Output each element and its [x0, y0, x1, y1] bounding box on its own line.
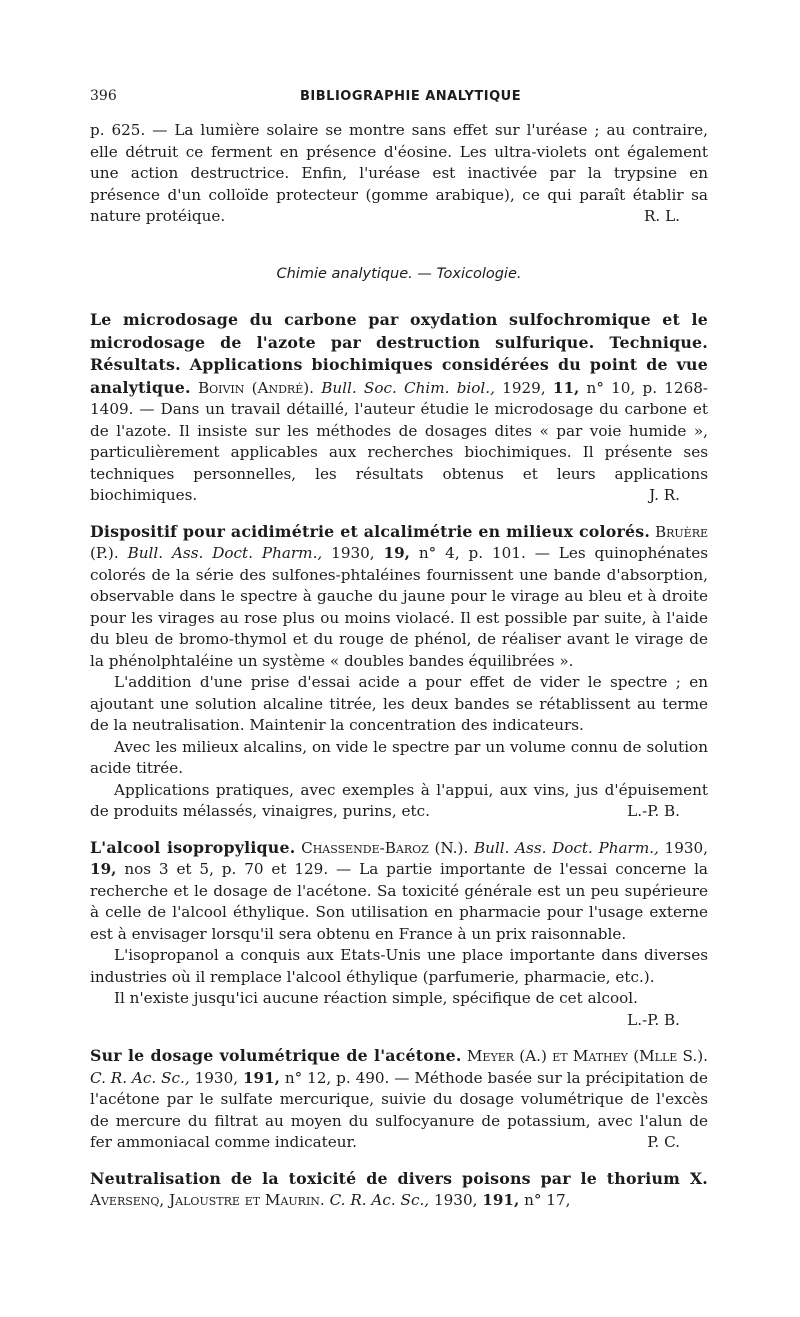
issue-pages: n° 17,: [524, 1191, 571, 1209]
publication-year: 1930,: [664, 838, 709, 857]
abstract-paragraph: Avec les milieux alcalins, on vide le spectre par un volume connu de solution acide titrée.: [90, 737, 708, 777]
volume-number: 191,: [242, 1068, 280, 1087]
volume-number: 11,: [552, 378, 580, 397]
issue-pages: n° 4, p. 101. —: [418, 544, 550, 562]
abstract-text: [90, 837, 708, 946]
volume-number: 19,: [90, 860, 117, 878]
journal-name: Bull. Ass. Doct. Pharm.,: [473, 838, 659, 857]
publication-year: 1929,: [502, 378, 546, 397]
continuation-signature: R. L.: [643, 207, 680, 225]
section-title: Chimie analytique. — Toxicologie.: [276, 265, 522, 282]
abstract-body: Les quinophénates colorés de la série des sulfones-phtaléines fournissent une bande d'absorption, observable dans le spectre à gauche du jaune pour le virage au bleu et à droite pour les virages au rose plus ou moins violacé. Il est possible par suite, à l'aide du bleu de bromo-thymol et du rouge de phénol, de réaliser avant le virage de la phénolphtaléine un système « doubles bandes équilibrées ».: [90, 544, 709, 670]
abstract-entry: [90, 837, 708, 1032]
page: [90, 86, 708, 1226]
abstract-text: [90, 1045, 708, 1154]
abstract-title: Sur le dosage volumétrique de l'acétone.: [90, 1046, 462, 1065]
publication-year: 1930,: [194, 1068, 239, 1087]
issue-pages: nos 3 et 5, p. 70 et 129. —: [124, 860, 352, 878]
abstract-signature: J. R.: [649, 486, 680, 504]
abstract-text: [90, 521, 708, 673]
abstract-entry: [90, 1168, 708, 1212]
abstract-body: Méthode basée sur la précipitation de l'acétone par le sulfate mercurique, suivie du dosage volumétrique de l'excès de mercure du filtrat au moyen du sulfocyanure de potassium, avec l'alun de fer ammoniacal comme indicateur.: [90, 1068, 709, 1151]
abstract-author: Bruère (P.).: [90, 522, 709, 562]
abstract-title: L'alcool isopropylique.: [90, 837, 296, 857]
abstract-paragraph-last: [90, 780, 708, 823]
volume-number: 191,: [482, 1191, 520, 1209]
publication-year: 1930,: [433, 1191, 478, 1209]
abstract-entry: [90, 521, 708, 823]
abstract-title: Dispositif pour acidimétrie et alcalimétrie en milieux colorés.: [90, 521, 651, 541]
page-header: [90, 86, 708, 108]
abstract-signature: P. C.: [647, 1133, 680, 1151]
abstract-text: [90, 309, 708, 507]
journal-name: Bull. Ass. Doct. Pharm.,: [127, 544, 323, 562]
issue-pages: n° 12, p. 490. —: [284, 1068, 410, 1087]
continuation-paragraph: [90, 120, 708, 228]
abstract-title: Le microdosage du carbone par oxydation sulfochromique et le microdosage de l'azote par destruction sulfurique. Technique. Résultats. Applications biochimiques considérées du point de vue analytique.: [90, 310, 708, 397]
abstract-entry: [90, 309, 708, 507]
abstract-entry: [90, 1045, 708, 1154]
abstract-author: Boivin (André).: [197, 378, 314, 397]
volume-number: 19,: [383, 544, 410, 562]
continuation-text: p. 625. — La lumière solaire se montre sans effet sur l'uréase ; au contraire, elle détruit ce ferment en présence d'éosine. Les ultra-violets ont également une action destructrice. Enfin, l'uréase est inactivée par la trypsine en présence d'un colloïde protecteur (gomme arabique), ce qui paraît établir sa nature protéique.: [90, 121, 708, 225]
abstract-paragraph: L'isopropanol a conquis aux Etats-Unis une place importante dans diverses industries où il remplace l'alcool éthylique (parfumerie, pharmacie, etc.).: [90, 946, 708, 986]
abstract-author: Meyer (A.) et Mathey (Mlle S.).: [466, 1047, 709, 1065]
abstract-signature: L.-P. B.: [627, 802, 680, 820]
abstract-title: Neutralisation de la toxicité de divers poisons par le thorium X.: [90, 1168, 708, 1188]
abstract-author: Chassende-Baroz (N.).: [301, 838, 469, 857]
abstract-body: Dans un travail détaillé, l'auteur étudie le microdosage du carbone et de l'azote. Il insiste sur les méthodes de dosages dites « par voie humide », particulièrement applicables aux recherches biochimiques. Il présente ses techniques personnelles, les résultats obtenus et leurs applications biochimiques.: [90, 400, 708, 504]
issue-pages: n° 10, p. 1268-1409. —: [90, 378, 709, 418]
journal-name: C. R. Ac. Sc.,: [329, 1191, 430, 1209]
abstract-body: La partie importante de l'essai concerne la recherche et le dosage de l'acétone. Sa toxicité générale est un peu supérieure à celle de l'alcool éthylique. Son utilisation en pharmacie pour l'usage externe est à envisager lorsqu'il sera obtenu en France à un prix raisonnable.: [90, 860, 708, 943]
page-number: 396: [90, 88, 117, 104]
abstract-author: Aversenq, Jaloustre et Maurin.: [90, 1191, 325, 1209]
abstract-signature-line: [90, 1010, 708, 1032]
abstract-paragraph-text: Applications pratiques, avec exemples à l'appui, aux vins, jus d'épuisement de produits mélassés, vinaigres, purins, etc.: [90, 780, 708, 820]
running-title: BIBLIOGRAPHIE ANALYTIQUE: [300, 89, 522, 104]
publication-year: 1930,: [331, 544, 375, 562]
abstract-paragraph: L'addition d'une prise d'essai acide a pour effet de vider le spectre ; en ajoutant une solution alcaline titrée, les deux bandes se rétablissent au terme de la neutralisation. Maintenir la concentration des indicateurs.: [90, 673, 708, 734]
journal-name: C. R. Ac. Sc.,: [90, 1068, 190, 1087]
journal-name: Bull. Soc. Chim. biol.,: [321, 378, 495, 397]
abstract-signature: L.-P. B.: [627, 1010, 680, 1029]
abstract-paragraph: Il n'existe jusqu'ici aucune réaction simple, spécifique de cet alcool.: [114, 989, 638, 1007]
abstract-text: [90, 1168, 708, 1212]
